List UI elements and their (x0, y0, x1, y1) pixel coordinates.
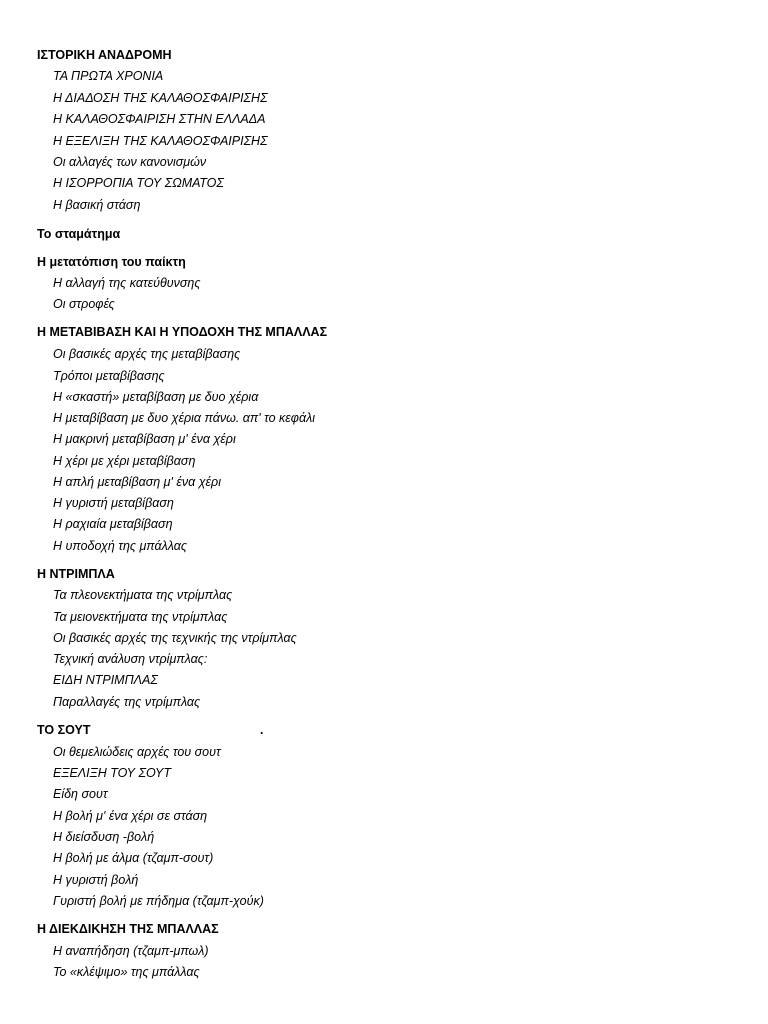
toc-item: Τεχνική ανάλυση ντρίμπλας: (53, 652, 208, 666)
toc-item: Η «σκαστή» μεταβίβαση με δυο χέρια (53, 390, 259, 404)
toc-item: Η ΚΑΛΑΘΟΣΦΑΙΡΙΣΗ ΣΤΗΝ ΕΛΛΑΔΑ (53, 112, 266, 126)
toc-item: Η ΙΣΟΡΡΟΠΙΑ ΤΟΥ ΣΩΜΑΤΟΣ (53, 176, 224, 190)
toc-item: Οι βασικές αρχές της μεταβίβασης (53, 347, 241, 361)
section-heading: ΤΟ ΣΟΥΤ (37, 723, 91, 737)
toc-item: Η γυριστή βολή (53, 873, 139, 887)
toc-item: Η γυριστή μεταβίβαση (53, 496, 174, 510)
toc-item: Τα μειονεκτήματα της ντρίμπλας (53, 610, 228, 624)
toc-item: Τρόποι μεταβίβασης (53, 369, 165, 383)
section-heading: Το σταμάτημα (37, 227, 121, 241)
toc-item: Η διείσδυση -βολή (53, 830, 155, 844)
section-heading: Η ΝΤΡΙΜΠΛΑ (37, 567, 115, 581)
toc-item: ΤΑ ΠΡΩΤΑ ΧΡΟΝΙΑ (53, 69, 164, 83)
toc-item: Οι θεμελιώδεις αρχές του σουτ (53, 745, 221, 759)
toc-item: Η υποδοχή της μπάλλας (53, 539, 187, 553)
toc-item: Η απλή μεταβίβαση μ' ένα χέρι (53, 475, 221, 489)
toc-item: Η ραχιαία μεταβίβαση (53, 517, 173, 531)
toc-item: Η χέρι με χέρι μεταβίβαση (53, 454, 196, 468)
toc-item: Το «κλέψιμο» της μπάλλας (53, 965, 200, 979)
section-heading: Η ΔΙΕΚΔΙΚΗΣΗ ΤΗΣ ΜΠΑΛΛΑΣ (37, 922, 219, 936)
section-heading: Η ΜΕΤΑΒΙΒΑΣΗ ΚΑΙ Η ΥΠΟΔΟΧΗ ΤΗΣ ΜΠΑΛΛΑΣ (37, 325, 328, 339)
toc-item: Παραλλαγές της ντρίμπλας (53, 695, 201, 709)
toc-item: ΕΞΕΛΙΞΗ ΤΟΥ ΣΟΥΤ (53, 766, 171, 780)
section-heading: Η μετατόπιση του παίκτη (37, 255, 186, 269)
toc-item: Οι βασικές αρχές της τεχνικής της ντρίμπλας (53, 631, 297, 645)
toc-item: Οι στροφές (53, 297, 115, 311)
toc-item: Τα πλεονεκτήματα της ντρίμπλας (53, 588, 233, 602)
heading-dot: . (260, 723, 264, 737)
toc-item: Η ΔΙΑΔΟΣΗ ΤΗΣ ΚΑΛΑΘΟΣΦΑΙΡΙΣΗΣ (53, 91, 268, 105)
toc-item: Η βολή με άλμα (τζαμπ-σουτ) (53, 851, 214, 865)
toc-item: Είδη σουτ (53, 787, 108, 801)
toc-item: Οι αλλαγές των κανονισμών (53, 155, 207, 169)
section-heading: ΙΣΤΟΡΙΚΗ ΑΝΑΔΡΟΜΗ (37, 48, 172, 62)
toc-item: Η μακρινή μεταβίβαση μ' ένα χέρι (53, 432, 236, 446)
toc-item: Η βολή μ' ένα χέρι σε στάση (53, 809, 208, 823)
toc-item: Η αναπήδηση (τζαμπ-μπωλ) (53, 944, 209, 958)
toc-item: Γυριστή βολή με πήδημα (τζαμπ-χούκ) (53, 894, 264, 908)
toc-item: Η ΕΞΕΛΙΞΗ ΤΗΣ ΚΑΛΑΘΟΣΦΑΙΡΙΣΗΣ (53, 134, 268, 148)
toc-item: ΕΙΔΗ ΝΤΡΙΜΠΛΑΣ (53, 673, 158, 687)
toc-item: Η αλλαγή της κατεύθυνσης (53, 276, 201, 290)
toc-item: Η μεταβίβαση με δυο χέρια πάνω. απ' το κεφάλι (53, 411, 316, 425)
toc-item: Η βασική στάση (53, 198, 141, 212)
